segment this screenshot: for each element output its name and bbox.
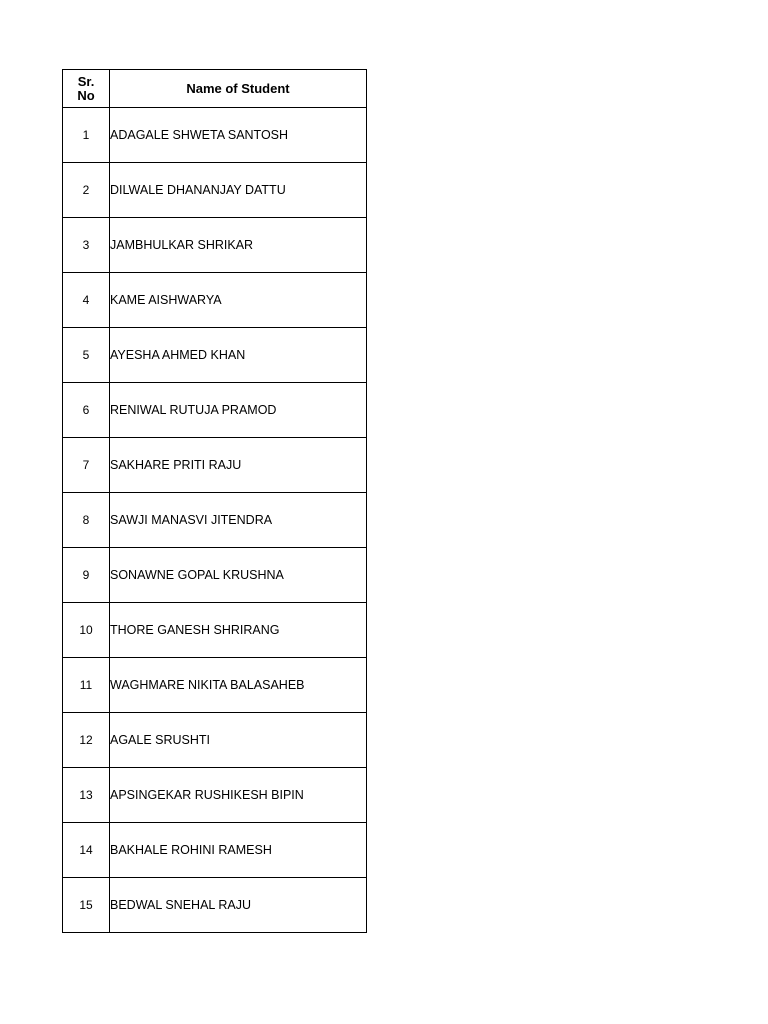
sr-no-cell: 13 — [63, 768, 110, 823]
table-row — [63, 713, 367, 768]
sr-no-header — [63, 70, 110, 108]
sr-no-cell: 14 — [63, 823, 110, 878]
table-row — [63, 823, 367, 878]
student-name-cell: BAKHALE ROHINI RAMESH — [110, 823, 367, 878]
student-name-cell: WAGHMARE NIKITA BALASAHEB — [110, 658, 367, 713]
table-row — [63, 218, 367, 273]
table-row — [63, 878, 367, 933]
table-row — [63, 603, 367, 658]
header-row — [63, 70, 367, 108]
student-name-cell: AGALE SRUSHTI — [110, 713, 367, 768]
student-name-cell: KAME AISHWARYA — [110, 273, 367, 328]
student-name-cell: AYESHA AHMED KHAN — [110, 328, 367, 383]
sr-no-cell: 8 — [63, 493, 110, 548]
sr-no-cell: 6 — [63, 383, 110, 438]
sr-no-cell: 11 — [63, 658, 110, 713]
sr-no-cell: 3 — [63, 218, 110, 273]
sr-no-cell: 4 — [63, 273, 110, 328]
table-row — [63, 658, 367, 713]
name-header: Name of Student — [110, 70, 367, 108]
table-row — [63, 163, 367, 218]
sr-no-cell: 10 — [63, 603, 110, 658]
table-row — [63, 438, 367, 493]
student-name-cell: SAWJI MANASVI JITENDRA — [110, 493, 367, 548]
sr-no-cell: 5 — [63, 328, 110, 383]
table-body — [63, 108, 367, 933]
sr-no-cell: 1 — [63, 108, 110, 163]
sr-no-cell: 12 — [63, 713, 110, 768]
sr-no-cell: 7 — [63, 438, 110, 493]
table-row — [63, 328, 367, 383]
student-name-cell: SAKHARE PRITI RAJU — [110, 438, 367, 493]
table-row — [63, 493, 367, 548]
sr-no-cell: 9 — [63, 548, 110, 603]
table-row — [63, 383, 367, 438]
student-name-cell: THORE GANESH SHRIRANG — [110, 603, 367, 658]
table-row — [63, 768, 367, 823]
table-row — [63, 548, 367, 603]
student-name-cell: APSINGEKAR RUSHIKESH BIPIN — [110, 768, 367, 823]
sr-no-header-line1: Sr. — [77, 73, 95, 89]
table-row — [63, 108, 367, 163]
student-name-cell: ADAGALE SHWETA SANTOSH — [110, 108, 367, 163]
sr-no-cell: 15 — [63, 878, 110, 933]
student-name-cell: BEDWAL SNEHAL RAJU — [110, 878, 367, 933]
student-name-cell: DILWALE DHANANJAY DATTU — [110, 163, 367, 218]
sr-no-header-line2: No — [77, 87, 95, 103]
table-row — [63, 273, 367, 328]
student-name-cell: RENIWAL RUTUJA PRAMOD — [110, 383, 367, 438]
student-list-table — [62, 69, 367, 933]
sr-no-cell: 2 — [63, 163, 110, 218]
student-name-cell: JAMBHULKAR SHRIKAR — [110, 218, 367, 273]
student-name-cell: SONAWNE GOPAL KRUSHNA — [110, 548, 367, 603]
